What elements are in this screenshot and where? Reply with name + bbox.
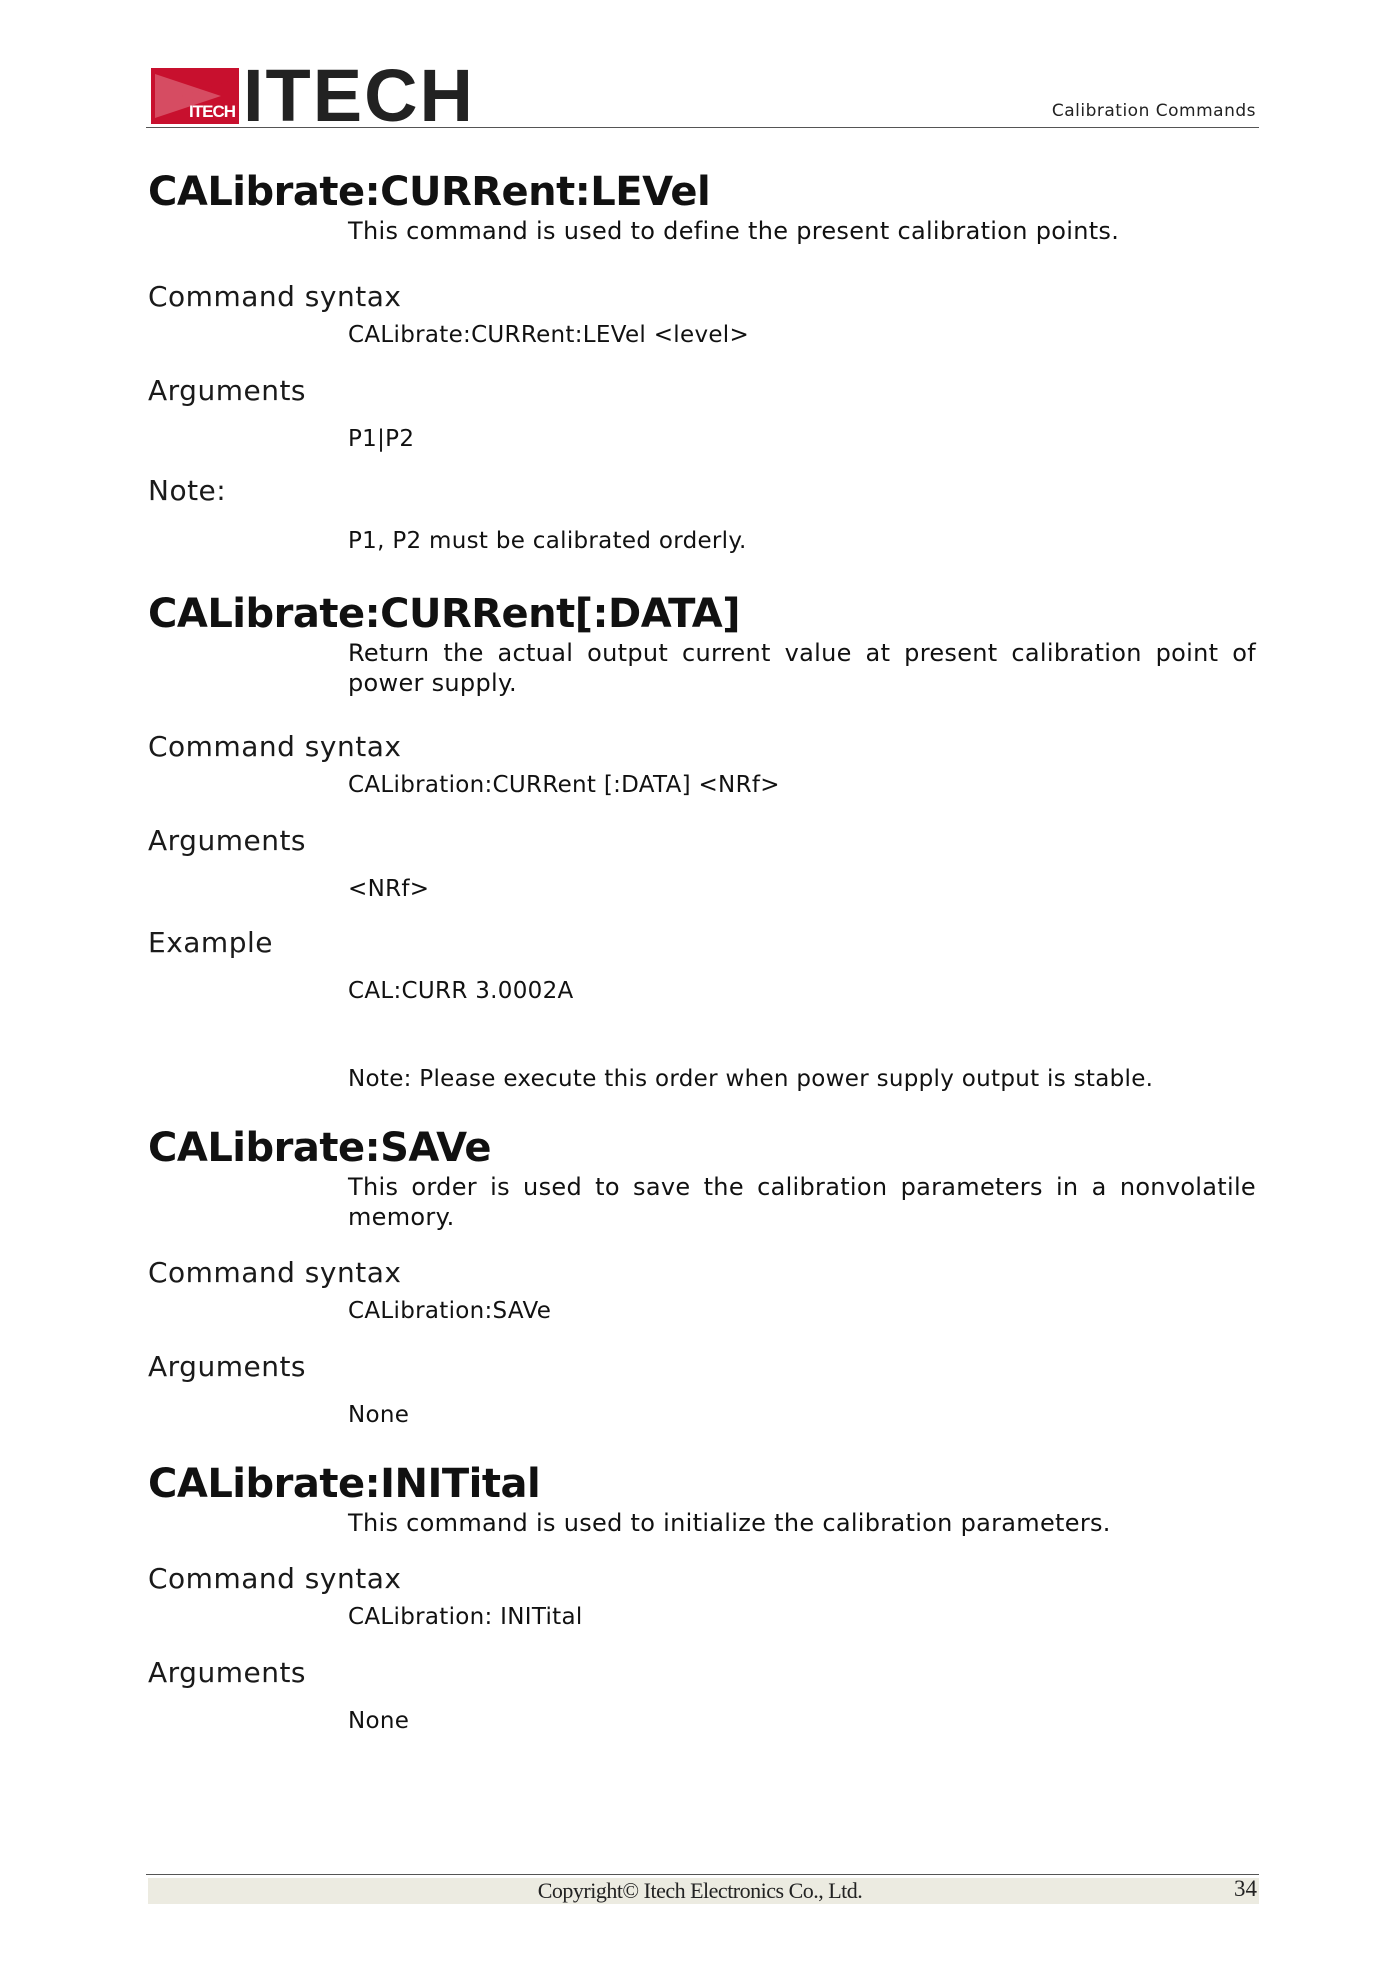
arguments-text: <NRf> bbox=[348, 876, 430, 902]
syntax-text: CALibration: INITital bbox=[348, 1604, 583, 1630]
command-title: CALibrate:CURRent:LEVel bbox=[148, 169, 711, 215]
arguments-label: Arguments bbox=[148, 1350, 307, 1383]
copyright-text: Copyright© Itech Electronics Co., Ltd. bbox=[537, 1878, 863, 1903]
footer-divider bbox=[146, 1874, 1259, 1875]
logo-wordmark: ITECH bbox=[243, 54, 475, 137]
arguments-text: None bbox=[348, 1402, 410, 1428]
syntax-text: CALibration:SAVe bbox=[348, 1298, 552, 1324]
syntax-text: CALibrate:CURRent:LEVel <level> bbox=[348, 322, 750, 348]
command-description: Return the actual output current value at present calibration point of power supply. bbox=[348, 639, 1256, 697]
arguments-label: Arguments bbox=[148, 1656, 307, 1689]
arguments-label: Arguments bbox=[148, 374, 307, 407]
page-number: 34 bbox=[1234, 1876, 1257, 1901]
syntax-label: Command syntax bbox=[148, 1256, 402, 1289]
syntax-label: Command syntax bbox=[148, 1562, 402, 1595]
syntax-text: CALibration:CURRent [:DATA] <NRf> bbox=[348, 772, 780, 798]
command-description: This order is used to save the calibration parameters in a nonvolatile memory. bbox=[348, 1173, 1256, 1231]
header-divider bbox=[146, 127, 1259, 128]
syntax-label: Command syntax bbox=[148, 730, 402, 763]
note-text: Note: Please execute this order when power supply output is stable. bbox=[348, 1066, 1154, 1092]
arguments-text: P1|P2 bbox=[348, 426, 415, 452]
example-text: CAL:CURR 3.0002A bbox=[348, 978, 574, 1004]
itech-logo bbox=[151, 54, 475, 137]
page-content bbox=[148, 168, 1256, 1736]
logo-mark bbox=[151, 68, 239, 124]
example-label: Example bbox=[148, 926, 273, 959]
command-title: CALibrate:SAVe bbox=[148, 1125, 492, 1171]
arguments-label: Arguments bbox=[148, 824, 307, 857]
note-label: Note: bbox=[148, 474, 227, 507]
command-description: This command is used to define the present calibration points. bbox=[348, 217, 1120, 245]
command-title: CALibrate:CURRent[:DATA] bbox=[148, 591, 741, 637]
header-section-title: Calibration Commands bbox=[1051, 101, 1256, 121]
command-title: CALibrate:INITital bbox=[148, 1461, 541, 1507]
logo-mark-text: ITECH bbox=[189, 102, 235, 121]
syntax-label: Command syntax bbox=[148, 280, 402, 313]
note-text: P1, P2 must be calibrated orderly. bbox=[348, 528, 747, 554]
command-description: This command is used to initialize the calibration parameters. bbox=[348, 1509, 1111, 1537]
arguments-text: None bbox=[348, 1708, 410, 1734]
